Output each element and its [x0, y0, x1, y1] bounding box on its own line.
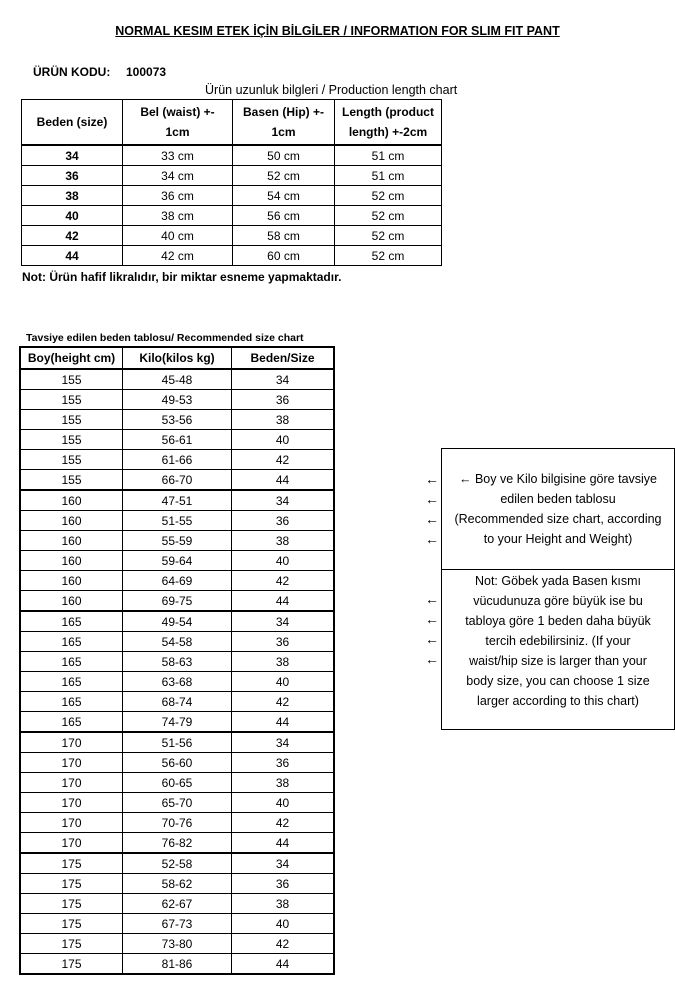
info-line: to your Height and Weight) [483, 532, 633, 546]
table-row [20, 531, 334, 551]
table-cell: 69-75 [123, 591, 232, 612]
table-row [20, 793, 334, 813]
length-chart-table [21, 99, 442, 266]
table-cell: 42 [232, 692, 335, 712]
table-cell: 55-59 [123, 531, 232, 551]
table-row [20, 611, 334, 632]
table-cell: 53-56 [123, 410, 232, 430]
table-cell: 61-66 [123, 450, 232, 470]
table-cell: 40 [232, 914, 335, 934]
recommendation-info-box [441, 448, 675, 570]
table-row [20, 853, 334, 874]
table-cell: 51-56 [123, 732, 232, 753]
table-cell: 170 [20, 773, 123, 793]
table-row [20, 833, 334, 854]
table-cell: 38 [232, 410, 335, 430]
table-cell: 73-80 [123, 934, 232, 954]
table-cell: 40 [22, 206, 123, 226]
arrow-left-icon: ← [425, 631, 439, 647]
table-cell: 155 [20, 430, 123, 450]
table-cell: 56-60 [123, 753, 232, 773]
table-cell: 170 [20, 753, 123, 773]
table-cell: 170 [20, 793, 123, 813]
table-cell: 155 [20, 369, 123, 390]
table-cell: 64-69 [123, 571, 232, 591]
table-row [22, 246, 442, 266]
table-row [20, 732, 334, 753]
table-cell: 52 cm [233, 166, 335, 186]
table-cell: 66-70 [123, 470, 232, 491]
size-chart-caption: Tavsiye edilen beden tablosu/ Recommended size chart [26, 332, 304, 344]
table-cell: 175 [20, 853, 123, 874]
table-cell: 33 cm [123, 145, 233, 166]
table-row [20, 773, 334, 793]
table-cell: 36 [232, 753, 335, 773]
table-cell: 165 [20, 611, 123, 632]
table-cell: 175 [20, 954, 123, 975]
table-cell: 67-73 [123, 914, 232, 934]
table-cell: 51-55 [123, 511, 232, 531]
table-cell: 54-58 [123, 632, 232, 652]
table-cell: 160 [20, 591, 123, 612]
table-cell: 38 [232, 652, 335, 672]
table-row [20, 813, 334, 833]
table-cell: 58 cm [233, 226, 335, 246]
table-cell: 81-86 [123, 954, 232, 975]
table-cell: 34 [232, 732, 335, 753]
table-cell: 52 cm [335, 246, 442, 266]
table-cell: 175 [20, 874, 123, 894]
table-cell: 58-63 [123, 652, 232, 672]
info-line: ← Boy ve Kilo bilgisine göre tavsiye [458, 472, 657, 486]
arrow-left-icon: ← [425, 531, 439, 547]
table-row [22, 186, 442, 206]
table-cell: 49-53 [123, 390, 232, 410]
table-cell: 44 [232, 591, 335, 612]
table-cell: 42 cm [123, 246, 233, 266]
size-chart-header: Kilo(kilos kg) [123, 347, 232, 369]
size-chart-header: Beden/Size [232, 347, 335, 369]
table-cell: 38 [22, 186, 123, 206]
table-cell: 34 [232, 611, 335, 632]
table-row [20, 390, 334, 410]
table-row [20, 551, 334, 571]
info-line: edilen beden tablosu [500, 492, 616, 506]
table-cell: 38 [232, 894, 335, 914]
table-cell: 56 cm [233, 206, 335, 226]
table-cell: 36 [22, 166, 123, 186]
table-cell: 44 [232, 954, 335, 975]
table-row [20, 954, 334, 975]
length-chart-caption: Ürün uzunluk bilgleri / Production length chart [205, 83, 458, 97]
table-cell: 165 [20, 692, 123, 712]
table-cell: 51 cm [335, 145, 442, 166]
table-cell: 52 cm [335, 226, 442, 246]
table-cell: 50 cm [233, 145, 335, 166]
info-line: tercih edebilirsiniz. (If your [485, 634, 631, 648]
table-cell: 54 cm [233, 186, 335, 206]
info-line: vücudunuza göre büyük ise bu [473, 594, 643, 608]
table-cell: 155 [20, 470, 123, 491]
table-cell: 42 [232, 813, 335, 833]
page-title: NORMAL KESIM ETEK İÇİN BİLGİLER / INFORMATION FOR SLIM FIT PANT [115, 24, 560, 38]
table-cell: 44 [232, 470, 335, 491]
table-cell: 34 [22, 145, 123, 166]
table-cell: 52-58 [123, 853, 232, 874]
table-cell: 58-62 [123, 874, 232, 894]
table-cell: 155 [20, 390, 123, 410]
size-chart-header: Boy(height cm) [20, 347, 123, 369]
table-cell: 165 [20, 712, 123, 733]
table-cell: 60-65 [123, 773, 232, 793]
arrow-left-icon: ← [425, 611, 439, 627]
table-cell: 44 [22, 246, 123, 266]
table-cell: 49-54 [123, 611, 232, 632]
table-cell: 34 [232, 490, 335, 511]
table-row [20, 369, 334, 390]
table-cell: 42 [232, 571, 335, 591]
table-row [22, 166, 442, 186]
table-row [20, 692, 334, 712]
info-line: tabloya göre 1 beden daha büyük [465, 614, 651, 628]
table-cell: 38 cm [123, 206, 233, 226]
table-cell: 165 [20, 652, 123, 672]
table-cell: 40 [232, 672, 335, 692]
table-row [20, 591, 334, 612]
table-cell: 36 [232, 390, 335, 410]
table-row [20, 430, 334, 450]
size-chart-table [19, 346, 335, 975]
table-row [20, 712, 334, 733]
table-row [20, 511, 334, 531]
info-line: waist/hip size is larger than your [469, 654, 647, 668]
length-chart-header: Bel (waist) +- 1cm [123, 100, 233, 146]
table-cell: 68-74 [123, 692, 232, 712]
arrow-left-icon: ← [425, 491, 439, 507]
table-cell: 56-61 [123, 430, 232, 450]
table-cell: 74-79 [123, 712, 232, 733]
table-cell: 60 cm [233, 246, 335, 266]
table-cell: 160 [20, 531, 123, 551]
table-cell: 155 [20, 450, 123, 470]
table-cell: 38 [232, 773, 335, 793]
table-row [20, 914, 334, 934]
table-cell: 34 [232, 369, 335, 390]
table-cell: 155 [20, 410, 123, 430]
arrow-left-icon: ← [425, 471, 439, 487]
table-row [20, 470, 334, 491]
table-row [20, 753, 334, 773]
table-cell: 160 [20, 511, 123, 531]
table-cell: 160 [20, 571, 123, 591]
table-row [20, 934, 334, 954]
table-cell: 70-76 [123, 813, 232, 833]
product-code-label: ÜRÜN KODU: [33, 65, 111, 79]
table-cell: 42 [232, 450, 335, 470]
table-cell: 76-82 [123, 833, 232, 854]
table-row [20, 490, 334, 511]
table-row [22, 226, 442, 246]
table-cell: 34 cm [123, 166, 233, 186]
arrow-left-icon: ← [425, 511, 439, 527]
table-cell: 42 [22, 226, 123, 246]
arrow-left-icon: ← [425, 591, 439, 607]
table-cell: 47-51 [123, 490, 232, 511]
table-cell: 175 [20, 894, 123, 914]
length-chart-note: Not: Ürün hafif likralıdır, bir miktar esneme yapmaktadır. [22, 270, 342, 284]
table-cell: 36 [232, 874, 335, 894]
table-cell: 52 cm [335, 186, 442, 206]
table-cell: 44 [232, 712, 335, 733]
table-cell: 160 [20, 551, 123, 571]
table-cell: 40 [232, 551, 335, 571]
product-code-value: 100073 [126, 65, 167, 79]
table-row [20, 672, 334, 692]
table-cell: 38 [232, 531, 335, 551]
table-cell: 175 [20, 914, 123, 934]
sizing-note-box [441, 569, 675, 730]
table-cell: 170 [20, 833, 123, 854]
table-row [22, 206, 442, 226]
table-cell: 34 [232, 853, 335, 874]
table-cell: 170 [20, 813, 123, 833]
table-cell: 165 [20, 672, 123, 692]
table-row [20, 874, 334, 894]
table-cell: 170 [20, 732, 123, 753]
table-row [20, 450, 334, 470]
table-row [22, 145, 442, 166]
table-cell: 175 [20, 934, 123, 954]
table-cell: 40 cm [123, 226, 233, 246]
table-cell: 40 [232, 430, 335, 450]
info-line: (Recommended size chart, according [454, 512, 662, 526]
table-cell: 51 cm [335, 166, 442, 186]
table-cell: 36 [232, 632, 335, 652]
length-chart-header: Length (product length) +-2cm [335, 100, 442, 146]
info-line: Not: Göbek yada Basen kısmı [474, 574, 642, 588]
table-cell: 36 cm [123, 186, 233, 206]
table-cell: 36 [232, 511, 335, 531]
table-row [20, 410, 334, 430]
table-cell: 52 cm [335, 206, 442, 226]
table-cell: 42 [232, 934, 335, 954]
info-line: larger according to this chart) [477, 694, 639, 708]
table-row [20, 894, 334, 914]
table-cell: 40 [232, 793, 335, 813]
length-chart-header: Beden (size) [22, 100, 123, 146]
table-cell: 45-48 [123, 369, 232, 390]
length-chart-header: Basen (Hip) +- 1cm [233, 100, 335, 146]
arrow-left-icon: ← [425, 651, 439, 667]
info-line: body size, you can choose 1 size [466, 674, 650, 688]
table-row [20, 571, 334, 591]
table-cell: 44 [232, 833, 335, 854]
table-row [20, 632, 334, 652]
table-cell: 59-64 [123, 551, 232, 571]
table-cell: 63-68 [123, 672, 232, 692]
table-cell: 65-70 [123, 793, 232, 813]
table-row [20, 652, 334, 672]
table-cell: 160 [20, 490, 123, 511]
table-cell: 165 [20, 632, 123, 652]
table-cell: 62-67 [123, 894, 232, 914]
